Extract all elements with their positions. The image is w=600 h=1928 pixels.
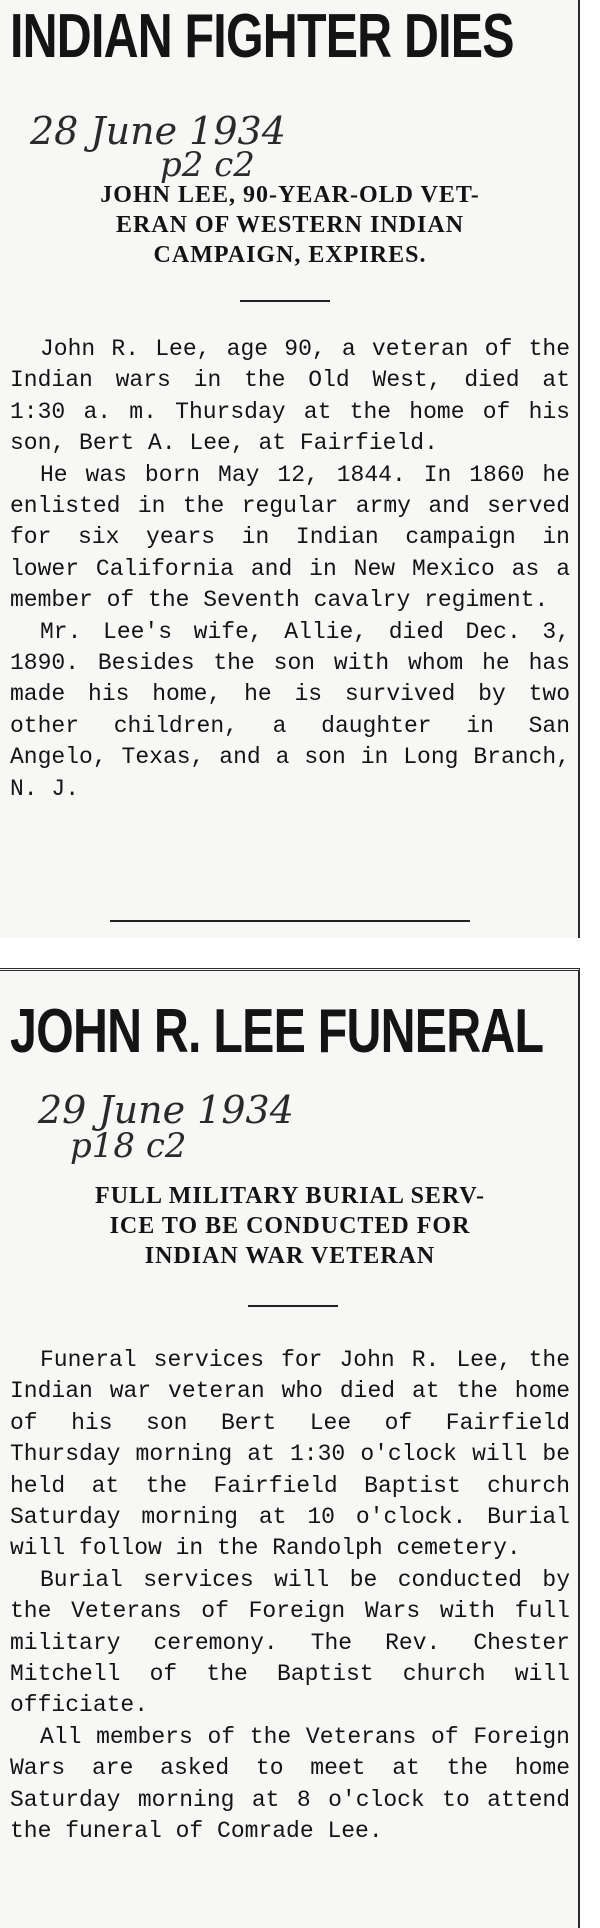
subhead-line: INDIAN WAR VETERAN <box>144 1243 436 1269</box>
paragraph: Mr. Lee's wife, Allie, died Dec. 3, 1890. Besides the son with whom he has made his home, he is survived by two other children, a daughter in San Angelo, Texas, and a son in Long Branch, N. J. <box>10 618 570 802</box>
handwritten-page-note: p18 c2 <box>70 1126 187 1166</box>
end-rule <box>110 920 470 922</box>
article-body <box>10 1345 570 1848</box>
handwritten-date: 28 June 1934 <box>30 109 286 153</box>
paragraph: All members of the Veterans of Foreign Wars are asked to meet at the home Saturday morning at 8 o'clock to attend the funeral of Comrade Lee. <box>10 1723 570 1845</box>
subhead-line: JOHN LEE, 90-YEAR-OLD VET- <box>100 182 480 208</box>
headline: JOHN R. LEE FUNERAL <box>10 997 544 1066</box>
divider <box>240 300 330 302</box>
handwritten-date: 29 June 1934 <box>38 1088 294 1132</box>
handwritten-page-note: p2 c2 <box>160 145 255 185</box>
obituary-clipping <box>0 0 580 938</box>
subhead-line: ICE TO BE CONDUCTED FOR <box>109 1213 471 1239</box>
subhead-line: CAMPAIGN, EXPIRES. <box>153 242 427 268</box>
subheadline <box>0 180 580 270</box>
paragraph: Funeral services for John R. Lee, the Indian war veteran who died at the home of his son Bert Lee of Fairfield Thursday morning at 1:30 o'clock will be held at the Fairfield Baptist church Saturday morning at 10 o'clock. Burial will follow in the Randolph cemetery. <box>10 1347 570 1562</box>
divider <box>248 1305 338 1307</box>
subhead-line: ERAN OF WESTERN INDIAN <box>115 212 465 238</box>
paragraph: Burial services will be conducted by the Veterans of Foreign Wars with full military ceremony. The Rev. Chester Mitchell of the Baptist church will officiate. <box>10 1566 570 1719</box>
article-body <box>10 334 570 805</box>
subheadline <box>0 1181 580 1271</box>
funeral-clipping <box>0 968 580 1928</box>
subhead-line: FULL MILITARY BURIAL SERV- <box>95 1183 485 1209</box>
headline: INDIAN FIGHTER DIES <box>10 2 514 71</box>
paragraph: He was born May 12, 1844. In 1860 he enlisted in the regular army and served for six years in Indian campaign in lower California and in New Mexico as a member of the Seventh cavalry regiment. <box>10 461 570 614</box>
paragraph: John R. Lee, age 90, a veteran of the Indian wars in the Old West, died at 1:30 a. m. Thursday at the home of his son, Bert A. Lee, at Fairfield. <box>10 336 570 457</box>
